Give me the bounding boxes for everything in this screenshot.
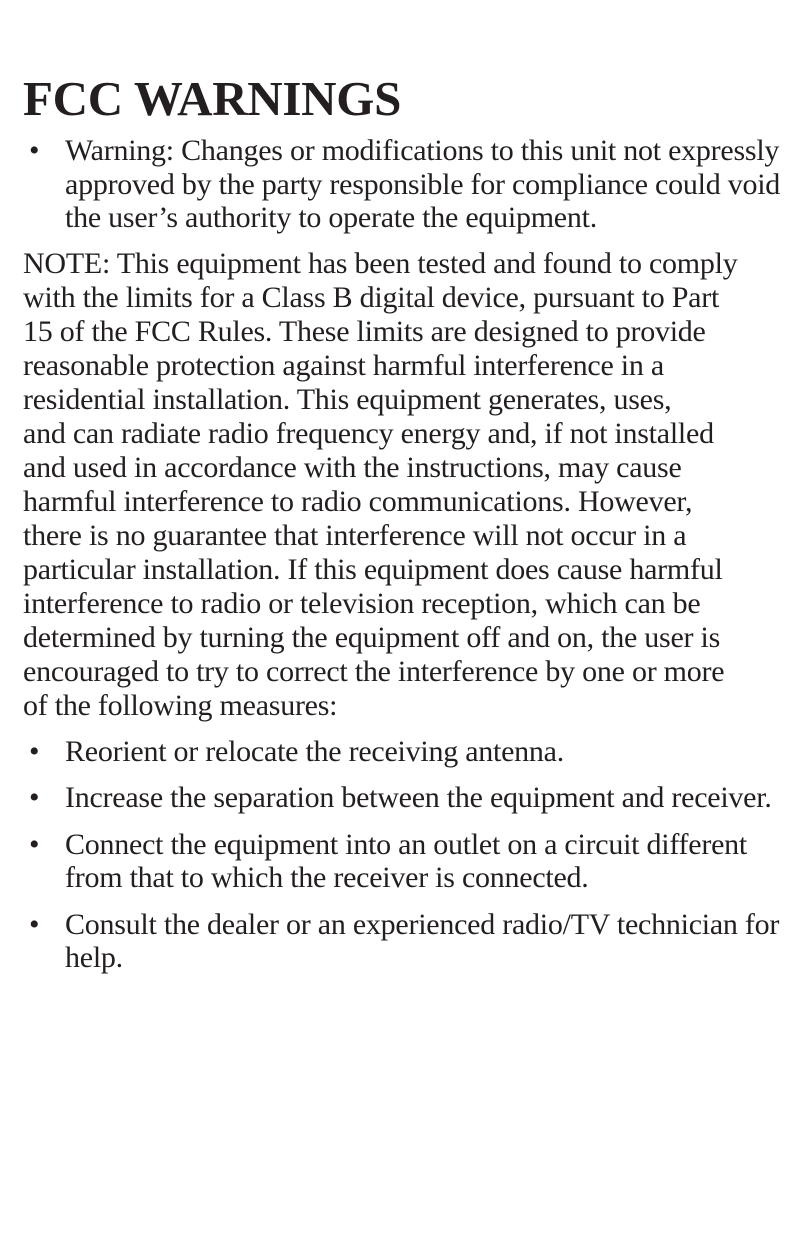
note-line: there is no guarantee that interference will not occur in a [23,518,687,552]
warning-item [23,134,793,235]
note-line: NOTE: This equipment has been tested and found to comply [23,246,738,280]
bullet-icon: • [29,134,40,167]
note-line: and used in accordance with the instructions, may cause [23,450,682,484]
measure-text: Consult the dealer or an experienced radio/TV technician for help. [65,907,780,974]
measure-item [23,908,793,975]
note-line: 15 of the FCC Rules. These limits are designed to provide [23,314,706,348]
note-paragraph [23,247,793,723]
note-line: of the following measures: [23,688,338,722]
note-line: and can radiate radio frequency energy and, if not installed [23,416,714,450]
note-line: interference to radio or television reception, which can be [23,586,701,620]
warning-list [23,134,793,235]
measure-item [23,735,793,769]
measure-item [23,781,793,815]
note-line: with the limits for a Class B digital device, pursuant to Part [23,280,720,314]
measures-list [23,735,793,975]
note-line: encouraged to try to correct the interference by one or more [23,654,725,688]
bullet-icon: • [29,734,40,768]
note-line: determined by turning the equipment off and on, the user is [23,620,721,654]
note-line: harmful interference to radio communications. However, [23,484,693,518]
bullet-icon: • [29,827,40,861]
measure-text: Increase the separation between the equipment and receiver. [65,781,772,814]
bullet-icon: • [29,781,40,814]
note-line: particular installation. If this equipment does cause harmful [23,552,723,586]
fcc-warnings-page [23,70,793,988]
page-title: FCC WARNINGS [23,71,402,126]
bullet-icon: • [29,907,40,941]
measure-item [23,828,793,895]
warning-text: Warning: Changes or modifications to this unit not expressly approved by the party responsible for compliance could void the user’s authority to operate the equipment. [65,134,781,234]
measure-text: Connect the equipment into an outlet on a circuit different from that to which the receiver is connected. [65,827,747,894]
measure-text: Reorient or relocate the receiving antenna. [65,734,565,768]
note-line: reasonable protection against harmful interference in a [23,348,664,382]
note-line: residential installation. This equipment generates, uses, [23,382,672,416]
